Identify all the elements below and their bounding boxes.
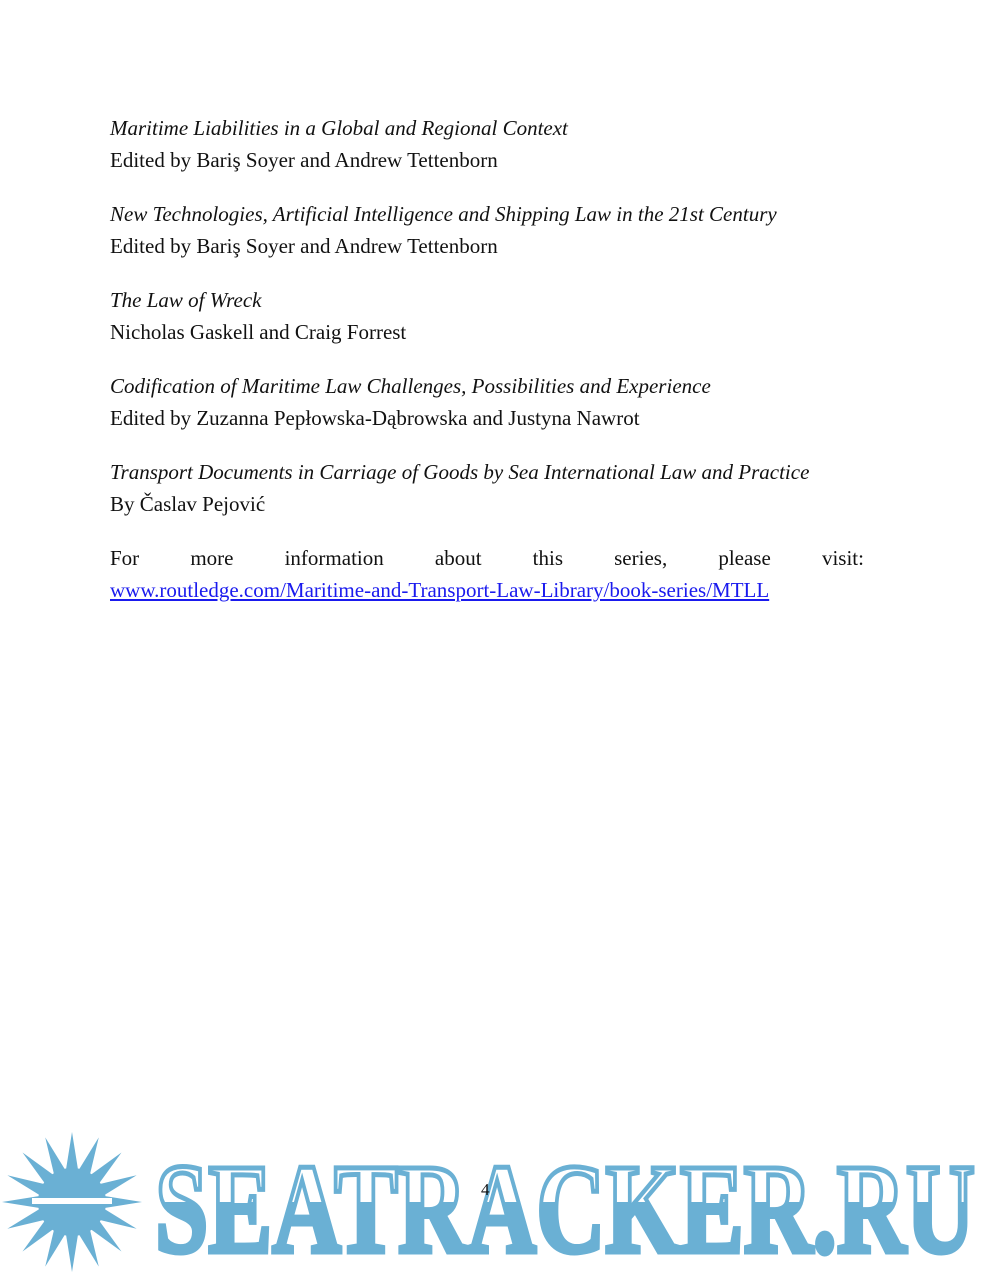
book-entry bbox=[110, 198, 864, 262]
book-entry bbox=[110, 284, 864, 348]
book-title: New Technologies, Artificial Intelligence and Shipping Law in the 21st Century bbox=[110, 202, 777, 226]
info-word: please bbox=[718, 546, 771, 570]
book-title: The Law of Wreck bbox=[110, 288, 262, 312]
book-author: Nicholas Gaskell and Craig Forrest bbox=[110, 320, 407, 344]
info-word: For bbox=[110, 546, 140, 570]
page-number: 4 bbox=[481, 1180, 490, 1199]
book-author: Edited by Bariş Soyer and Andrew Tettenborn bbox=[110, 234, 498, 258]
info-word: more bbox=[190, 546, 234, 570]
info-word: series, bbox=[614, 546, 668, 570]
book-title: Maritime Liabilities in a Global and Regional Context bbox=[110, 116, 568, 140]
book-series-list bbox=[110, 112, 864, 606]
book-entry bbox=[110, 456, 864, 520]
book-author: Edited by Bariş Soyer and Andrew Tettenborn bbox=[110, 148, 498, 172]
series-link[interactable]: www.routledge.com/Maritime-and-Transport-Law-Library/book-series/MTLL bbox=[110, 578, 770, 602]
watermark-logo bbox=[150, 1140, 980, 1265]
info-word: about bbox=[434, 546, 482, 570]
book-author: Edited by Zuzanna Pepłowska-Dąbrowska and Justyna Nawrot bbox=[110, 406, 640, 430]
book-entry bbox=[110, 112, 864, 176]
watermark-text: SEATRACKER.RU bbox=[155, 1140, 975, 1265]
info-word: visit: bbox=[821, 546, 864, 570]
book-author: By Časlav Pejović bbox=[110, 492, 266, 516]
info-word: this bbox=[532, 546, 563, 570]
book-title: Transport Documents in Carriage of Goods by Sea International Law and Practice bbox=[110, 460, 810, 484]
series-info-text bbox=[110, 542, 864, 574]
book-entry bbox=[110, 370, 864, 434]
series-info bbox=[110, 542, 864, 606]
info-word: information bbox=[284, 546, 384, 570]
book-title: Codification of Maritime Law Challenges, Possibilities and Experience bbox=[110, 374, 711, 398]
